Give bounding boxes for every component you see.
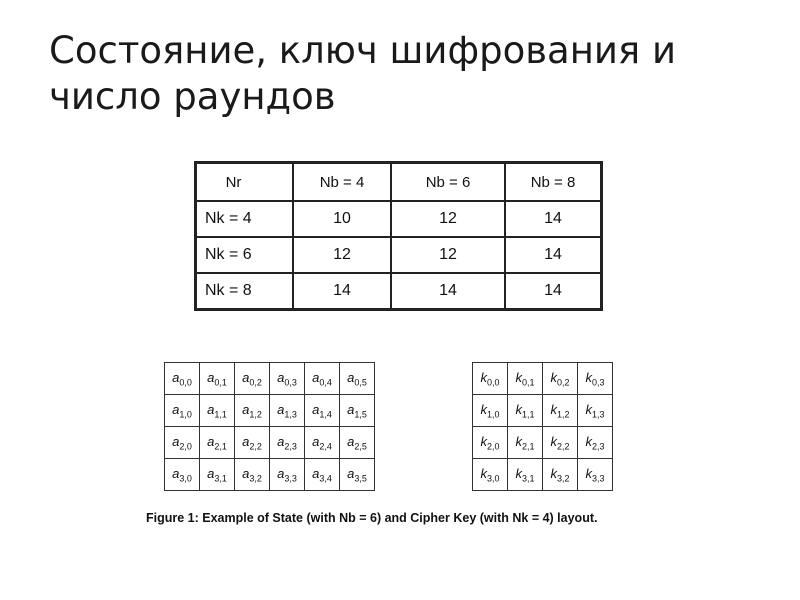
- grid-cell: [165, 395, 200, 427]
- cell-index: 3,3: [284, 473, 297, 484]
- cell-symbol: k: [480, 369, 487, 385]
- cell-index: 2,2: [556, 441, 570, 452]
- cell-index: 1,1: [214, 409, 227, 420]
- grid-cell: [473, 363, 508, 395]
- grid-cell: [305, 395, 340, 427]
- cell-index: 0,0: [179, 377, 192, 388]
- grid-cell: [543, 363, 578, 395]
- cell-index: 3,2: [249, 473, 262, 484]
- grid-cell: [200, 459, 235, 491]
- cell-symbol: k: [480, 465, 487, 481]
- table-cell: 14: [391, 273, 505, 310]
- rounds-header-nr: Nr: [196, 163, 294, 202]
- cell-symbol: a: [312, 369, 320, 385]
- grid-cell: [165, 459, 200, 491]
- cell-symbol: a: [242, 369, 250, 385]
- cell-symbol: k: [480, 433, 487, 449]
- grid-cell: [305, 363, 340, 395]
- grid-cell: [340, 459, 375, 491]
- cell-index: 3,4: [319, 473, 332, 484]
- grid-cell: [340, 427, 375, 459]
- table-cell: 14: [505, 273, 602, 310]
- cell-symbol: a: [347, 369, 355, 385]
- cell-index: 0,3: [284, 377, 297, 388]
- table-row: [196, 237, 602, 273]
- cell-symbol: k: [585, 369, 592, 385]
- grid-cell: [473, 395, 508, 427]
- cell-index: 3,1: [214, 473, 227, 484]
- cell-index: 2,4: [319, 441, 332, 452]
- cell-symbol: a: [172, 401, 180, 417]
- row-label: Nk = 8: [196, 273, 294, 310]
- table-cell: 12: [293, 237, 391, 273]
- cell-symbol: a: [347, 401, 355, 417]
- rounds-table: [194, 161, 603, 311]
- cell-index: 2,1: [214, 441, 227, 452]
- cell-index: 1,4: [319, 409, 332, 420]
- grid-row: [473, 363, 613, 395]
- grid-cell: [508, 459, 543, 491]
- grid-cell: [578, 459, 613, 491]
- grid-cell: [270, 459, 305, 491]
- cell-index: 3,0: [486, 473, 500, 484]
- cell-index: 2,2: [249, 441, 262, 452]
- grid-cell: [200, 395, 235, 427]
- cell-index: 1,2: [249, 409, 262, 420]
- grid-cell: [305, 427, 340, 459]
- cell-index: 3,3: [591, 473, 605, 484]
- grid-cell: [270, 363, 305, 395]
- cell-index: 1,3: [284, 409, 297, 420]
- grid-cell: [270, 427, 305, 459]
- cell-symbol: k: [550, 433, 557, 449]
- grid-cell: [508, 363, 543, 395]
- cell-symbol: a: [242, 401, 250, 417]
- grid-row: [473, 427, 613, 459]
- table-cell: 14: [505, 237, 602, 273]
- cell-index: 0,1: [214, 377, 227, 388]
- grid-cell: [473, 459, 508, 491]
- cell-index: 1,5: [354, 409, 367, 420]
- cell-index: 0,1: [521, 377, 535, 388]
- cell-symbol: k: [480, 401, 487, 417]
- grid-cell: [235, 459, 270, 491]
- cell-index: 0,4: [319, 377, 332, 388]
- cell-symbol: a: [207, 433, 215, 449]
- cell-index: 3,0: [179, 473, 192, 484]
- grid-cell: [165, 363, 200, 395]
- cell-symbol: a: [277, 369, 285, 385]
- cell-symbol: a: [207, 369, 215, 385]
- cell-symbol: k: [550, 369, 557, 385]
- grid-row: [165, 395, 375, 427]
- cell-index: 1,3: [591, 409, 605, 420]
- table-cell: 10: [293, 201, 391, 237]
- cell-index: 2,3: [591, 441, 605, 452]
- grid-cell: [270, 395, 305, 427]
- cell-symbol: a: [312, 401, 320, 417]
- cell-symbol: k: [515, 369, 522, 385]
- rounds-header-nb4: Nb = 4: [293, 163, 391, 202]
- cell-symbol: k: [515, 433, 522, 449]
- grid-cell: [508, 395, 543, 427]
- cell-symbol: a: [242, 433, 250, 449]
- cell-index: 0,2: [249, 377, 262, 388]
- grid-cell: [543, 395, 578, 427]
- cell-index: 1,0: [486, 409, 500, 420]
- cell-index: 0,2: [556, 377, 570, 388]
- grid-cell: [340, 395, 375, 427]
- grid-cell: [543, 427, 578, 459]
- cell-symbol: k: [585, 433, 592, 449]
- figure-caption: Figure 1: Example of State (with Nb = 6) and Cipher Key (with Nk = 4) layout.: [146, 511, 598, 525]
- cell-symbol: a: [207, 465, 215, 481]
- grid-cell: [473, 427, 508, 459]
- cell-symbol: a: [312, 433, 320, 449]
- state-grid: [164, 362, 375, 491]
- cell-symbol: a: [172, 369, 180, 385]
- cell-index: 2,0: [486, 441, 500, 452]
- cell-symbol: a: [347, 465, 355, 481]
- grid-cell: [200, 363, 235, 395]
- grid-cell: [235, 395, 270, 427]
- cell-symbol: k: [550, 465, 557, 481]
- grid-cell: [235, 363, 270, 395]
- grid-cell: [578, 395, 613, 427]
- cell-symbol: k: [585, 401, 592, 417]
- grid-row: [165, 363, 375, 395]
- cell-symbol: a: [277, 465, 285, 481]
- rounds-header-nb6: Nb = 6: [391, 163, 505, 202]
- rounds-header-nb8: Nb = 8: [505, 163, 602, 202]
- cell-symbol: a: [172, 465, 180, 481]
- cell-index: 2,0: [179, 441, 192, 452]
- cell-index: 0,5: [354, 377, 367, 388]
- slide-title: Состояние, ключ шифрования и число раундов: [49, 29, 676, 118]
- cipher-key-grid: [472, 362, 613, 491]
- cell-index: 2,1: [521, 441, 535, 452]
- grid-row: [165, 427, 375, 459]
- cell-index: 1,2: [556, 409, 570, 420]
- grid-cell: [200, 427, 235, 459]
- cell-index: 3,2: [556, 473, 570, 484]
- table-row: [196, 201, 602, 237]
- grid-cell: [543, 459, 578, 491]
- grid-row: [473, 459, 613, 491]
- grid-cell: [508, 427, 543, 459]
- table-cell: 14: [505, 201, 602, 237]
- table-cell: 14: [293, 273, 391, 310]
- grid-cell: [340, 363, 375, 395]
- row-label: Nk = 4: [196, 201, 294, 237]
- cell-index: 1,0: [179, 409, 192, 420]
- grid-cell: [305, 459, 340, 491]
- table-row: [196, 273, 602, 310]
- cell-symbol: k: [550, 401, 557, 417]
- cell-index: 3,5: [354, 473, 367, 484]
- cell-symbol: a: [242, 465, 250, 481]
- table-cell: 12: [391, 237, 505, 273]
- cell-symbol: a: [312, 465, 320, 481]
- cell-symbol: a: [347, 433, 355, 449]
- grid-cell: [165, 427, 200, 459]
- cell-symbol: a: [277, 401, 285, 417]
- cell-symbol: k: [515, 401, 522, 417]
- cell-symbol: a: [207, 401, 215, 417]
- row-label: Nk = 6: [196, 237, 294, 273]
- cell-index: 0,0: [486, 377, 500, 388]
- table-cell: 12: [391, 201, 505, 237]
- cell-symbol: k: [585, 465, 592, 481]
- cell-symbol: a: [277, 433, 285, 449]
- cell-symbol: a: [172, 433, 180, 449]
- rounds-table-header-row: [196, 163, 602, 202]
- grid-row: [473, 395, 613, 427]
- grid-cell: [235, 427, 270, 459]
- cell-index: 3,1: [521, 473, 535, 484]
- grid-cell: [578, 363, 613, 395]
- cell-index: 2,5: [354, 441, 367, 452]
- cell-index: 0,3: [591, 377, 605, 388]
- cell-symbol: k: [515, 465, 522, 481]
- grid-cell: [578, 427, 613, 459]
- grid-row: [165, 459, 375, 491]
- cell-index: 1,1: [521, 409, 535, 420]
- cell-index: 2,3: [284, 441, 297, 452]
